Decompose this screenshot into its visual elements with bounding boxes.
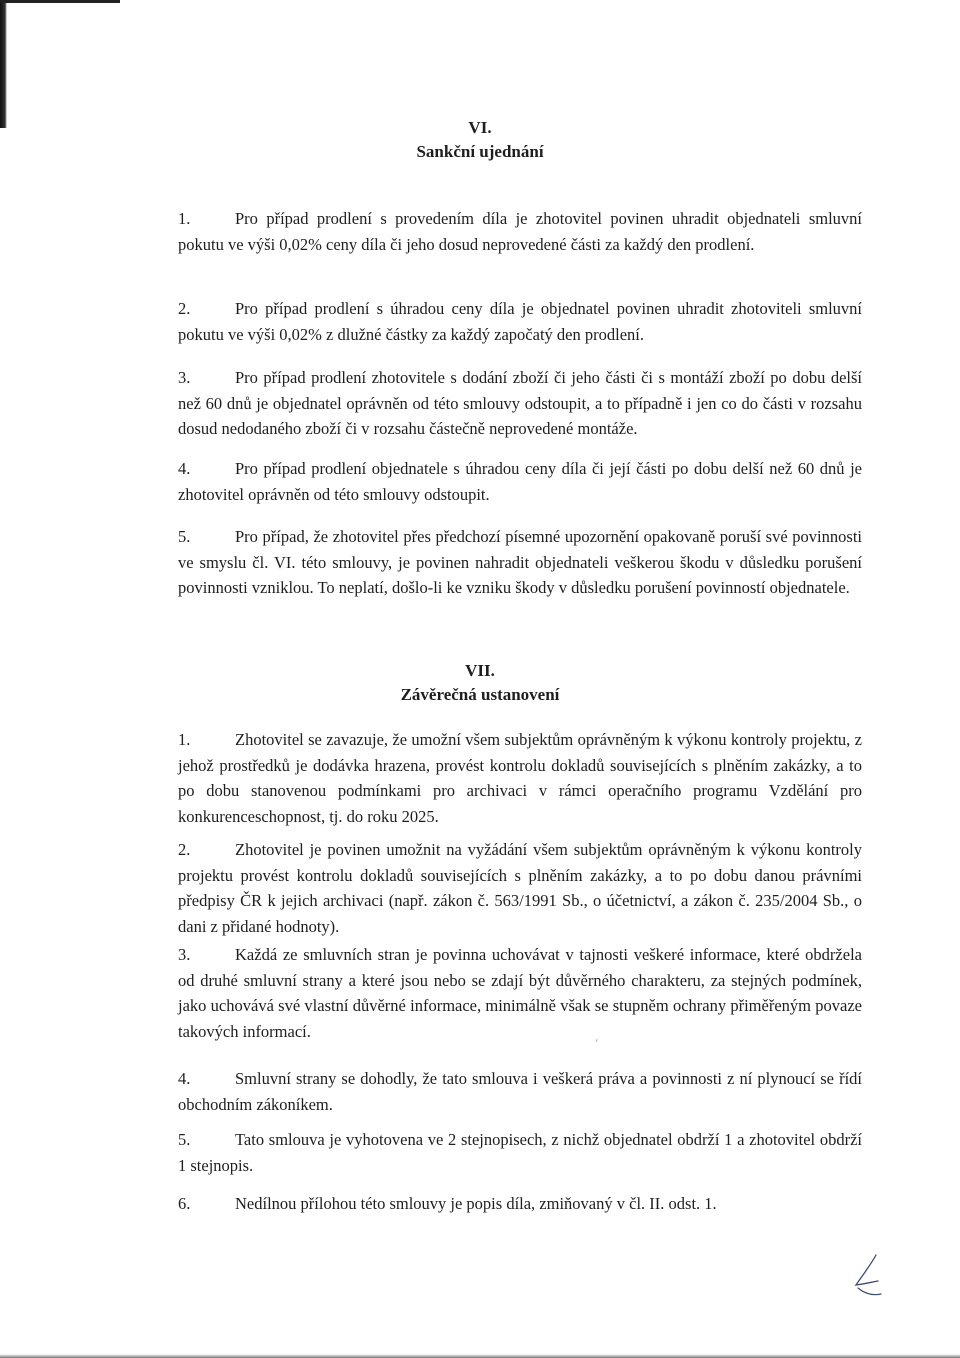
clause-text: Smluvní strany se dohodly, že tato smlouva i veškerá práva a povinnosti z ní plynoucí se řídí obchodním zákoníkem. xyxy=(178,1069,862,1114)
clause-number: 2. xyxy=(178,840,191,859)
clause-text: Každá ze smluvních stran je povinna uchovávat v tajnosti veškeré informace, které obdržela od druhé smluvní strany a které jsou nebo se zdají být důvěrného charakteru, za stejných podmínek, jako uchovává své vlastní důvěrné informace, minimálně však se stupněm ochrany přiměřeným povaze takových informací. xyxy=(178,945,862,1041)
clause-text: Pro případ, že zhotovitel přes předchozí písemné upozornění opakovaně poruší své povinnosti ve smyslu čl. VI. této smlouvy, je povinen nahradit objednateli veškerou škodu v důsledku porušení povinnosti vzniklou. To neplatí, došlo-li ke vzniku škody v důsledku porušení povinností objednatele. xyxy=(178,527,862,597)
section-6-title: Sankční ujednání xyxy=(416,142,544,161)
section-6-clause-4 xyxy=(178,456,862,507)
clause-number: 4. xyxy=(178,459,191,478)
section-6-clause-1 xyxy=(178,206,862,257)
section-7-title: Závěrečná ustanovení xyxy=(400,685,560,704)
handwritten-initials xyxy=(846,1252,892,1304)
clause-number: 3. xyxy=(178,368,191,387)
clause-text: Pro případ prodlení zhotovitele s dodání zboží či jeho části či s montáží zboží po dobu delší než 60 dnů je objednatel oprávněn od této smlouvy odstoupit, a to případně i jen co do části v rozsahu dosud nedodaného zboží či v rozsahu částečně neprovedené montáže. xyxy=(178,368,862,438)
section-7-clause-1 xyxy=(178,727,862,829)
section-6-clause-2 xyxy=(178,296,862,347)
clause-number: 3. xyxy=(178,945,191,964)
section-6-clause-5 xyxy=(178,524,862,601)
clause-number: 1. xyxy=(178,209,191,228)
clause-text: Pro případ prodlení s úhradou ceny díla je objednatel povinen uhradit zhotoviteli smluvní pokutu ve výši 0,02% z dlužné částky za každý započatý den prodlení. xyxy=(178,299,862,344)
clause-number: 1. xyxy=(178,730,191,749)
clause-number: 2. xyxy=(178,299,191,318)
clause-text: Zhotovitel je povinen umožnit na vyžádání všem subjektům oprávněným k výkonu kontroly projektu provést kontrolu dokladů souvisejících s plněním zakázky, a to po dobu danou právními předpisy ČR k jejich archivaci (např. zákon č. 563/1991 Sb., o účetnictví, a zákon č. 235/2004 Sb., o dani z přidané hodnoty). xyxy=(178,840,862,936)
section-7-clause-4 xyxy=(178,1066,862,1117)
section-7-number: VII. xyxy=(465,661,495,680)
section-7-clause-2 xyxy=(178,837,862,939)
section-7-clause-6 xyxy=(178,1191,862,1217)
section-6-number: VI. xyxy=(468,118,492,137)
section-7-clause-5 xyxy=(178,1127,862,1178)
clause-number: 5. xyxy=(178,527,191,546)
clause-number: 4. xyxy=(178,1069,191,1088)
clause-number: 5. xyxy=(178,1130,191,1149)
clause-text: Tato smlouva je vyhotovena ve 2 stejnopisech, z nichž objednatel obdrží 1 a zhotovitel obdrží 1 stejnopis. xyxy=(178,1130,862,1175)
clause-number: 6. xyxy=(178,1194,191,1213)
clause-text: Pro případ prodlení objednatele s úhradou ceny díla či její části po dobu delší než 60 dnů je zhotovitel oprávněn od této smlouvy odstoupit. xyxy=(178,459,862,504)
clause-text: Nedílnou přílohou této smlouvy je popis díla, zmiňovaný v čl. II. odst. 1. xyxy=(235,1194,717,1213)
stray-ink-mark: ' xyxy=(596,1038,598,1048)
section-7-clause-3 xyxy=(178,942,862,1044)
section-6-clause-3 xyxy=(178,365,862,442)
clause-text: Pro případ prodlení s provedením díla je zhotovitel povinen uhradit objednateli smluvní pokutu ve výši 0,02% ceny díla či jeho dosud neprovedené části za každý den prodlení. xyxy=(178,209,862,254)
clause-text: Zhotovitel se zavazuje, že umožní všem subjektům oprávněným k výkonu kontroly projektu, z jehož prostředků je dodávka hrazena, provést kontrolu dokladů souvisejících s plněním zakázky, a to po dobu stanovenou podmínkami pro archivaci v rámci operačního programu Vzdělání pro konkurenceschopnost, tj. do roku 2025. xyxy=(178,730,862,826)
